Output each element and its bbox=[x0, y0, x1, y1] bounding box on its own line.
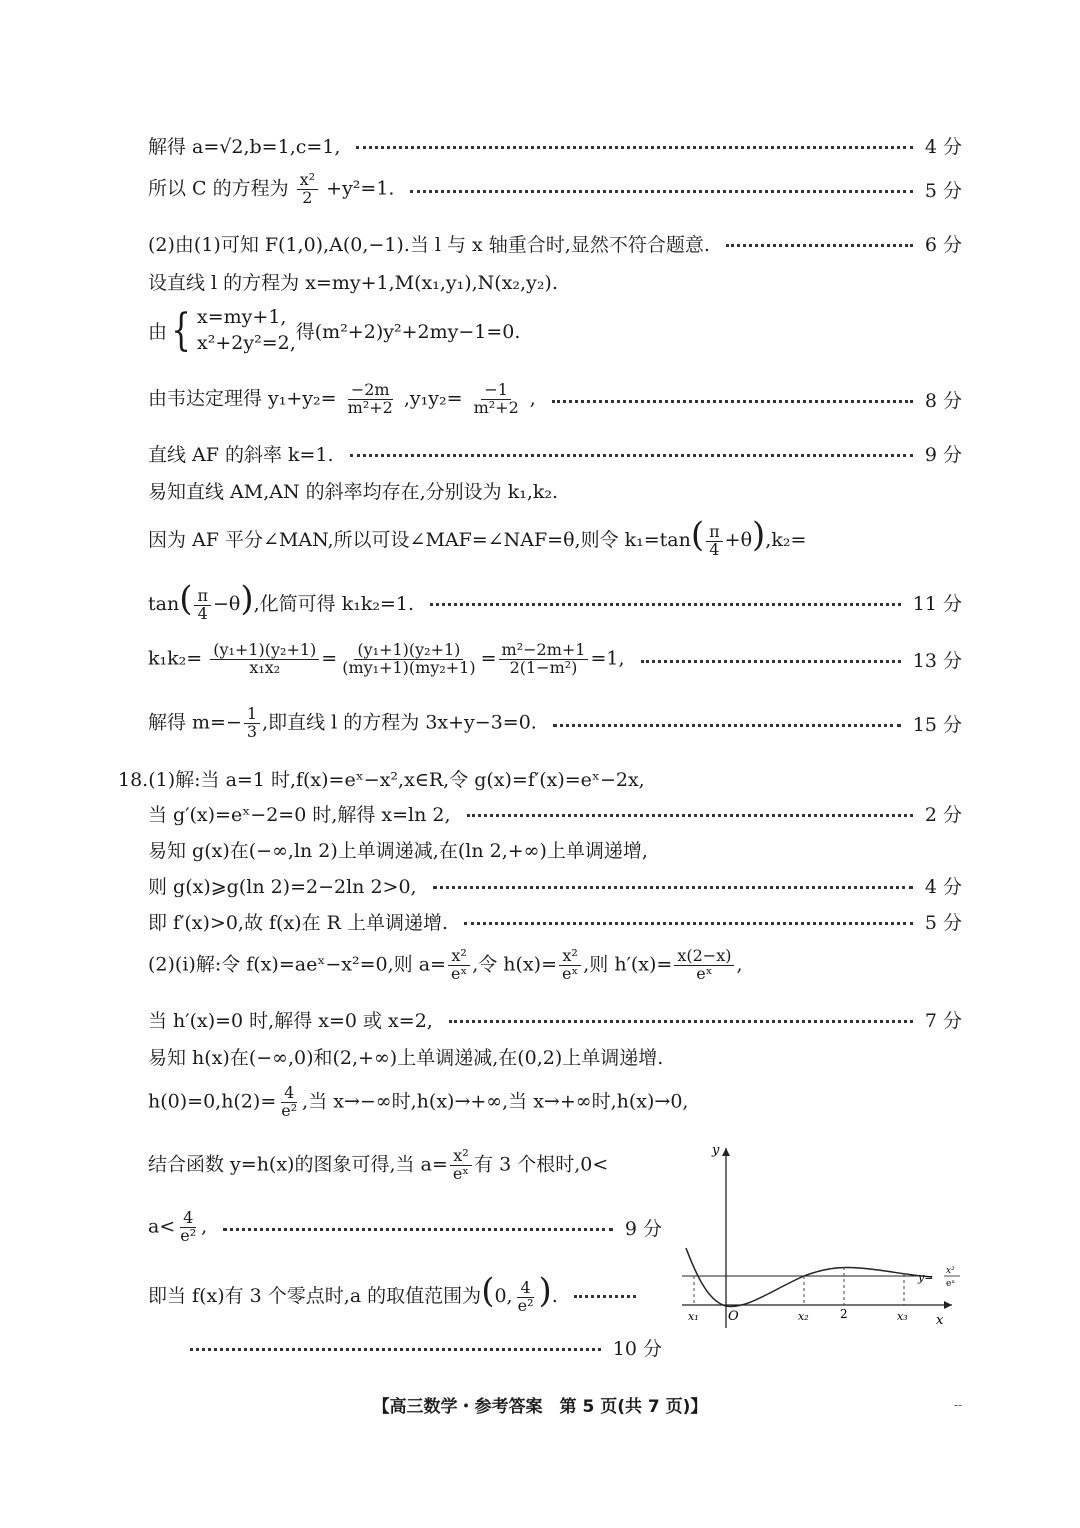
score-label: 11 分 bbox=[912, 592, 962, 615]
fraction: $\frac{-1}{\text{m²+2}}$ bbox=[473, 380, 519, 417]
line-text: +y²=1. bbox=[326, 177, 395, 200]
two-label: 2 bbox=[840, 1307, 848, 1321]
equation-system: x=my+1, x²+2y²=2, bbox=[197, 306, 296, 354]
solution-line: 因为 AF 平分∠MAN,所以可设∠MAF=∠NAF=θ,则令 k₁=tan( $\frac{\pi}{4}$ +θ),k₂= bbox=[148, 515, 807, 559]
line-text: 当 h′(x)=0 时,解得 x=0 或 x=2, bbox=[148, 1010, 433, 1032]
score-label: 7 分 bbox=[924, 1010, 962, 1032]
line-text: 易知 g(x)在(−∞,ln 2)上单调递减,在(ln 2,+∞)上单调递增, bbox=[148, 840, 648, 862]
solution-line bbox=[148, 836, 962, 863]
line-text: 所以 C 的方程为 bbox=[148, 177, 289, 200]
solution-line bbox=[148, 305, 962, 356]
dot-leader bbox=[430, 603, 901, 606]
x2-label: x₂ bbox=[798, 1310, 809, 1323]
fraction: $\frac{\text{(y₁+1)(y₂+1)}}{\text{(my₁+1)(my₂+1)}}$ bbox=[342, 640, 476, 677]
dot-leader bbox=[552, 400, 913, 403]
solution-line: 解得 m=− $\frac{1}{3}$ ,即直线 l 的方程为 3x+y−3=0. 15 分 bbox=[148, 704, 962, 741]
solution-line bbox=[148, 440, 962, 467]
fraction: $\frac{\text{x²}}{\text{eˣ}}$ bbox=[450, 1148, 472, 1183]
line-text: 得(m²+2)y²+2my−1=0. bbox=[295, 321, 521, 344]
fraction: $\frac{4}{\text{e²}}$ bbox=[281, 1083, 298, 1120]
page-footer: 【高三数学・参考答案 第 5 页(共 7 页)】 bbox=[372, 1397, 708, 1417]
x3-label: x₃ bbox=[897, 1310, 908, 1323]
solution-line bbox=[148, 800, 962, 827]
corner-mark: -- bbox=[953, 1398, 962, 1412]
x-axis-arrow bbox=[944, 1301, 952, 1309]
score-label: 8 分 bbox=[924, 389, 962, 412]
dot-leader bbox=[190, 1348, 601, 1351]
line-text: 当 g′(x)=eˣ−2=0 时,解得 x=ln 2, bbox=[148, 804, 451, 826]
curve-label-num: x² bbox=[946, 1266, 955, 1276]
dot-leader bbox=[223, 1228, 613, 1231]
solution-line: 即当 f(x)有 3 个零点时,a 的取值范围为(0, $\frac{4}{\text{e²}}$ ). bbox=[148, 1274, 648, 1314]
curve-label-prefix: y= bbox=[918, 1271, 934, 1284]
fraction: $\frac{1}{3}$ bbox=[244, 706, 260, 741]
score-label: 6 分 bbox=[924, 234, 962, 256]
solution-line: 由韦达定理得 y₁+y₂= $\frac{-2m}{\text{m²+2}}$ ,y₁y₂= $\frac{-1}{\text{m²+2}}$ , 8 分 bbox=[148, 380, 962, 417]
solution-line bbox=[148, 268, 962, 295]
score-label: 9 分 bbox=[624, 1217, 662, 1240]
solution-line bbox=[148, 872, 962, 899]
dot-leader bbox=[641, 660, 901, 663]
fraction: $\frac{\text{m²−2m+1}}{\text{2(1−m²)}}$ bbox=[499, 642, 589, 677]
fraction: $\frac{x(2-x)}{\text{eˣ}}$ bbox=[674, 948, 734, 983]
curve-label-den: eˣ bbox=[946, 1279, 956, 1289]
score-label: 15 分 bbox=[912, 713, 962, 736]
score-label: 4 分 bbox=[924, 876, 962, 898]
y-axis-label: y bbox=[712, 1143, 720, 1158]
dot-leader bbox=[553, 724, 901, 727]
left-brace: { bbox=[171, 304, 191, 356]
fraction: $\frac{\text{(y₁+1)(y₂+1)}}{\text{x₁x₂}}$ bbox=[210, 642, 319, 677]
dot-leader bbox=[726, 244, 913, 247]
fraction: $\frac{4}{\text{e²}}$ bbox=[180, 1208, 197, 1245]
dot-leader bbox=[410, 190, 912, 193]
solution-line: h(0)=0,h(2)= $\frac{4}{\text{e²}}$ ,当 x→−∞时,h(x)→+∞,当 x→+∞时,h(x)→0, bbox=[148, 1083, 689, 1120]
solution-line bbox=[148, 908, 962, 935]
line-text: 则 g(x)⩾g(ln 2)=2−2ln 2>0, bbox=[148, 876, 417, 898]
score-label: 4 分 bbox=[924, 136, 962, 158]
score-label: 5 分 bbox=[924, 179, 962, 202]
solution-line: k₁k₂= $\frac{\text{(y₁+1)(y₂+1)}}{\text{x₁x₂}}$ = $\frac{\text{(y₁+1)(y₂+1)}}{\text{(my₁+1)(my₂+1)}}$ = $\frac{\text{m²−2m+1}}{\text{2(1−m²)}}$ =1, 13 分 bbox=[148, 640, 962, 677]
score-label: 2 分 bbox=[924, 804, 962, 826]
y-axis-arrow bbox=[722, 1148, 730, 1156]
fraction: $\frac{\text{x²}}{\text{eˣ}}$ bbox=[559, 948, 581, 983]
solution-line: tan( $\frac{\pi}{4}$ −θ),化简可得 k₁k₂=1. 11 分 bbox=[148, 579, 962, 623]
solution-line bbox=[148, 172, 962, 207]
solution-line bbox=[118, 765, 962, 792]
x1-label: x₁ bbox=[688, 1310, 699, 1323]
line-text: 易知 h(x)在(−∞,0)和(2,+∞)上单调递减,在(0,2)上单调递增. bbox=[148, 1047, 664, 1069]
solution-line bbox=[148, 1006, 962, 1033]
function-graph bbox=[672, 1140, 972, 1335]
line-text: 18.(1)解:当 a=1 时,f(x)=eˣ−x²,x∈R,令 g(x)=f′(x)=eˣ−2x, bbox=[118, 769, 645, 791]
fraction: $\frac{\pi}{4}$ bbox=[706, 524, 723, 559]
dot-leader bbox=[574, 1295, 636, 1298]
line-text: 解得 a=√2,b=1,c=1, bbox=[148, 136, 341, 158]
dot-leader bbox=[433, 886, 913, 889]
line-text: 由 bbox=[148, 321, 168, 344]
fraction: $\frac{\text{x²}}{\text{eˣ}}$ bbox=[448, 948, 470, 983]
solution-line bbox=[148, 132, 962, 159]
dot-leader bbox=[464, 922, 913, 925]
solution-line: a< $\frac{4}{\text{e²}}$ , 9 分 bbox=[148, 1208, 662, 1245]
origin-label: O bbox=[728, 1309, 739, 1324]
line-text: 设直线 l 的方程为 x=my+1,M(x₁,y₁),N(x₂,y₂). bbox=[148, 272, 558, 294]
score-label: 13 分 bbox=[912, 649, 962, 672]
line-text: (2)由(1)可知 F(1,0),A(0,−1).当 l 与 x 轴重合时,显然不符合题意. bbox=[148, 234, 710, 256]
solution-line: (2)(ⅰ)解:令 f(x)=aeˣ−x²=0,则 a= $\frac{\text{x²}}{\text{eˣ}}$ ,令 h(x)= $\frac{\text{x²}}{\text{eˣ}}$ ,则 h′(x)= $\frac{x(2-x)}{\text{eˣ}}$ , bbox=[148, 946, 743, 983]
dot-leader bbox=[356, 146, 912, 149]
dot-leader bbox=[449, 1020, 913, 1023]
solution-line bbox=[190, 1334, 662, 1361]
solution-line: 结合函数 y=h(x)的图象可得,当 a= $\frac{\text{x²}}{\text{eˣ}}$ 有 3 个根时,0< bbox=[148, 1146, 609, 1183]
fraction: $\frac{-2m}{\text{m²+2}}$ bbox=[347, 380, 393, 417]
dot-leader bbox=[467, 814, 913, 817]
curve-h bbox=[686, 1248, 932, 1307]
solution-line bbox=[148, 230, 962, 257]
score-label: 9 分 bbox=[924, 444, 962, 466]
line-text: 直线 AF 的斜率 k=1. bbox=[148, 444, 334, 466]
score-label: 5 分 bbox=[924, 912, 962, 934]
line-text: 即 f′(x)>0,故 f(x)在 R 上单调递增. bbox=[148, 912, 449, 934]
fraction: $\frac{4}{\text{e²}}$ bbox=[517, 1277, 534, 1315]
x-axis-label: x bbox=[936, 1313, 944, 1328]
fraction: $\frac{\text{x²}}{2}$ bbox=[297, 172, 318, 207]
score-label: 10 分 bbox=[612, 1338, 662, 1360]
dot-leader bbox=[350, 454, 913, 457]
line-text: 易知直线 AM,AN 的斜率均存在,分别设为 k₁,k₂. bbox=[148, 481, 559, 503]
solution-line bbox=[148, 1043, 962, 1070]
solution-line bbox=[148, 477, 962, 504]
fraction: $\frac{\pi}{4}$ bbox=[194, 588, 211, 623]
